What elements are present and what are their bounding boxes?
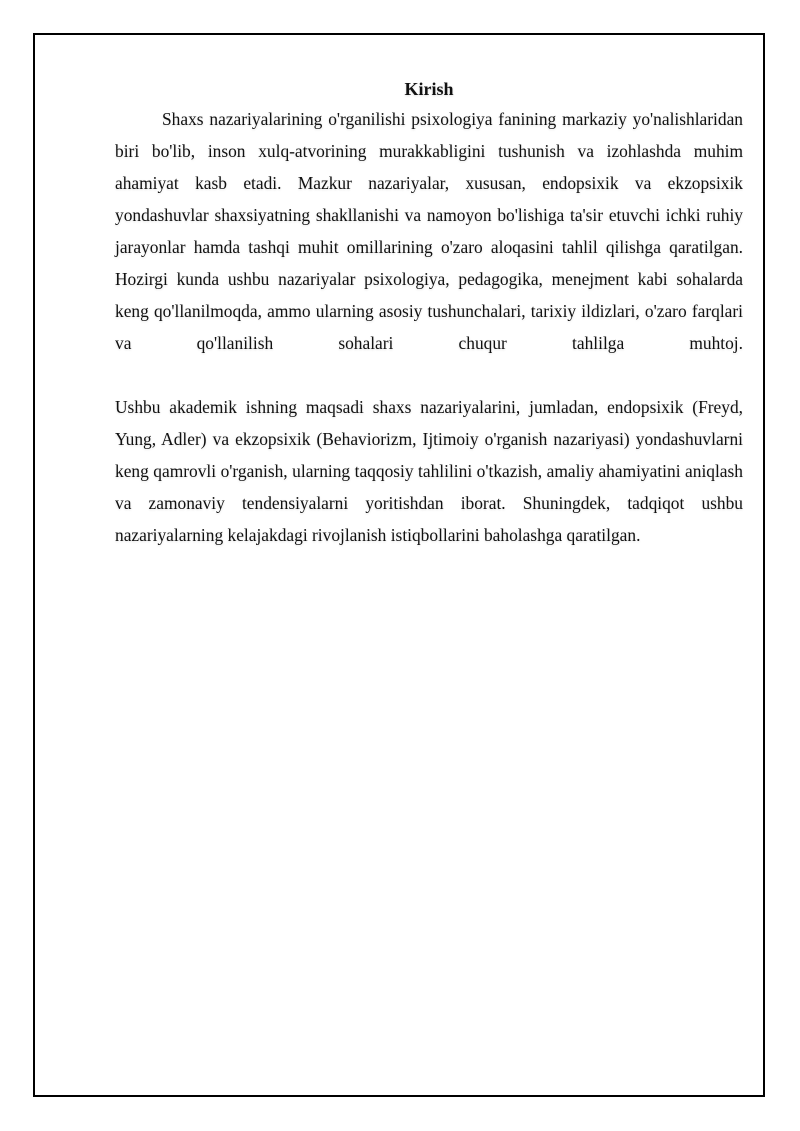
page-title: Kirish (404, 79, 454, 99)
paragraph-aim: Ushbu akademik ishning maqsadi shaxs nazariyalarini, jumladan, endopsixik (Freyd, Yung, Adler) va ekzopsixik (Behaviorizm, Ijtimoiy o'rganish nazariyasi) yondashuvlarni keng qamrovli o'rganish, ularning taqqosiy tahlilini o'tkazish, amaliy ahamiyatini aniqlash va zamonaviy tendensiyalarni yoritishdan iborat. Shuningdek, tadqiqot ushbu nazariyalarning kelajakdagi rivojlanish istiqbollarini baholashga qaratilgan. (115, 397, 743, 545)
paragraph-intro: Shaxs nazariyalarining o'rganilishi psixologiya fanining markaziy yo'nalishlaridan biri bo'lib, inson xulq-atvorining murakkabligini tushunish va izohlashda muhim ahamiyat kasb etadi. Mazkur nazariyalar, xususan, endopsixik va ekzopsixik yondashuvlar shaxsiyatning shakllanishi va namoyon bo'lishiga ta'sir etuvchi ichki ruhiy jarayonlar hamda tashqi muhit omillarining o'zaro aloqasini tahlil qilishga qaratilgan. Hozirgi kunda ushbu nazariyalar psixologiya, pedagogika, menejment kabi sohalarda keng qo'llanilmoqda, ammo ularning asosiy tushunchalari, tarixiy ildizlari, o'zaro farqlari va qo'llanilish sohalari chuqur tahlilga muhtoj. (115, 109, 743, 353)
document-body (115, 75, 743, 551)
